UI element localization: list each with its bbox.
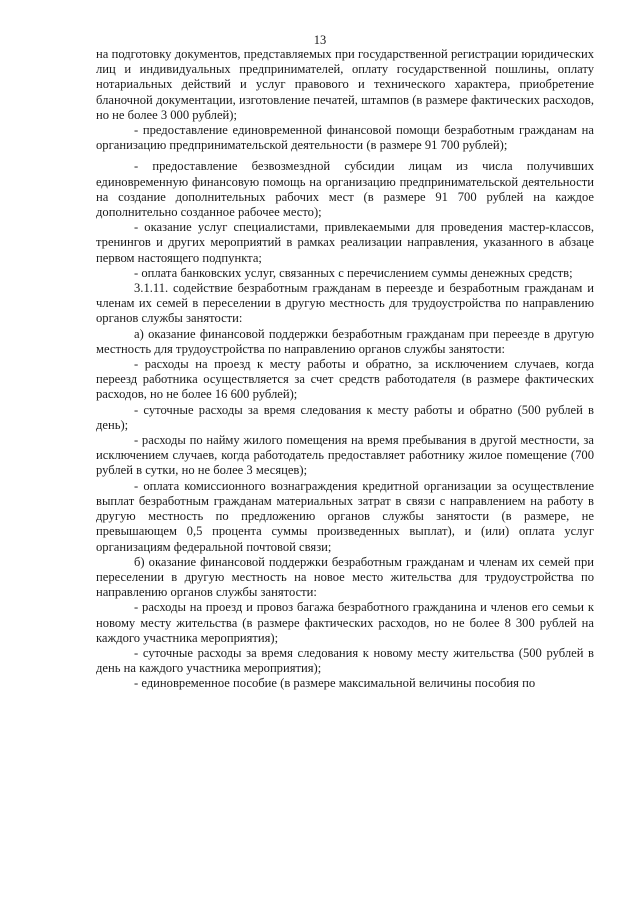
paragraph: - предоставление единовременной финансовой помощи безработным гражданам на организацию предпринимательской деятельности (в размере 91 700 рублей);: [96, 123, 594, 153]
paragraph: - расходы на проезд и провоз багажа безработного гражданина и членов его семьи к новому месту жительства (в размере фактических расходов, но не более 8 300 рублей на каждого участника мероприятия);: [96, 600, 594, 645]
document-body: [96, 47, 594, 692]
paragraph: а) оказание финансовой поддержки безработным гражданам при переезде в другую местность для трудоустройства по направлению органов службы занятости:: [96, 326, 594, 356]
paragraph: на подготовку документов, представляемых при государственной регистрации юридических лиц и индивидуальных предпринимателей, оплату государственной пошлины, оплату нотариальных действий и услуг правового и технического характера, приобретение бланочной документации, изготовление печатей, штампов (в размере фактических расходов, но не более 3 000 рублей);: [96, 47, 594, 122]
paragraph: - оплата комиссионного вознаграждения кредитной организации за осуществление выплат безработным гражданам материальных затрат в связи с направлением на работу в другую местность по предложению органов службы занятости (в размере, не превышающем 0,5 процента суммы произведенных выплат), и (или) оплата услуг организациям федеральной почтовой связи;: [96, 478, 594, 554]
paragraph: 3.1.11. содействие безработным гражданам в переезде и безработным гражданам и членам их семей в переселении в другую местность для трудоустройства по направлению органов службы занятости:: [96, 281, 594, 326]
paragraph: - единовременное пособие (в размере максимальной величины пособия по: [134, 676, 536, 691]
paragraph: - суточные расходы за время следования к месту работы и обратно (500 рублей в день);: [96, 402, 594, 432]
paragraph: б) оказание финансовой поддержки безработным гражданам и членам их семей при переселении в другую местность на новое место жительства для трудоустройства по направлению органов службы занятости:: [96, 554, 594, 600]
paragraph: - расходы по найму жилого помещения на время пребывания в другой местности, за исключением случаев, когда работодатель предоставляет работнику жилое помещение (700 рублей в сутки, но не более 3 месяцев);: [96, 433, 594, 478]
paragraph: - оплата банковских услуг, связанных с перечислением суммы денежных средств;: [134, 265, 573, 280]
paragraph: - расходы на проезд к месту работы и обратно, за исключением случаев, когда переезд работника осуществляется за счет средств работодателя (в размере фактических расходов, но не более 16 600 рублей);: [96, 357, 594, 402]
paragraph: - оказание услуг специалистами, привлекаемыми для проведения мастер-классов, тренингов и других мероприятий в рамках реализации направления, указанного в абзаце первом настоящего подпункта;: [96, 220, 594, 265]
paragraph: - суточные расходы за время следования к новому месту жительства (500 рублей в день на каждого участника мероприятия);: [96, 645, 594, 676]
page-number: 13: [313, 33, 327, 47]
paragraph: - предоставление безвозмездной субсидии лицам из числа получивших единовременную финансовую помощь на организацию предпринимательской деятельности на создание дополнительных рабочих мест (в размере 91 700 рублей на каждое дополнительно созданное рабочее место);: [96, 159, 594, 220]
